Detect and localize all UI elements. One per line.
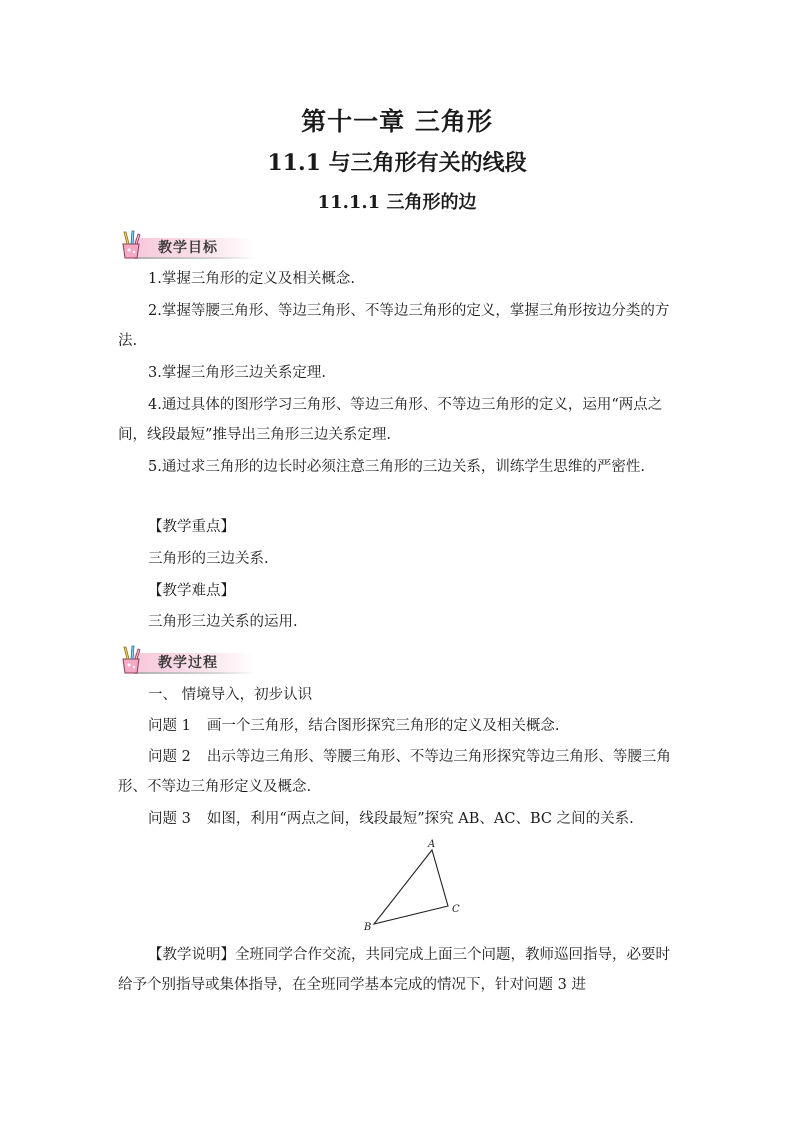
question-3-label: 问题 3 xyxy=(148,811,191,827)
process-section-label: 教学过程 xyxy=(158,655,218,671)
triangle-shape xyxy=(374,850,448,924)
triangle-figure xyxy=(360,836,470,934)
pen-holder-icon xyxy=(118,645,144,675)
difficulty-label: 【教学难点】 xyxy=(148,583,235,599)
goals-section-label: 教学目标 xyxy=(158,240,218,256)
key-point-text: 三角形的三边关系. xyxy=(148,551,269,567)
goal-item: 5.通过求三角形的边长时必须注意三角形的三边关系，训练学生思维的严密性. xyxy=(148,459,645,475)
chapter-title: 第十一章 三角形 xyxy=(301,107,493,136)
section-title: 11.1 与三角形有关的线段 xyxy=(267,150,527,176)
goals-section-header xyxy=(118,230,258,260)
goal-item: 4.通过具体的图形学习三角形、等边三角形、不等边三角形的定义，运用“两点之间，线段最短”推导出三角形三边关系定理. xyxy=(118,397,663,443)
teaching-explanation: 【教学说明】全班同学合作交流，共同完成上面三个问题，教师巡回指导，必要时给予个别指导或集体指导，在全班同学基本完成的情况下，针对问题 3 进 xyxy=(118,947,670,993)
vertex-label-c: C xyxy=(452,904,460,915)
question-1-label: 问题 1 xyxy=(148,718,191,734)
pen-holder-icon xyxy=(118,230,144,260)
question-2 xyxy=(118,742,678,802)
goal-item: 2.掌握等腰三角形、等边三角形、不等边三角形的定义，掌握三角形按边分类的方法. xyxy=(118,303,670,349)
question-1 xyxy=(118,711,678,741)
process-section-header xyxy=(118,645,258,675)
process-step-heading: 一、 情境导入，初步认识 xyxy=(148,687,313,703)
goal-item: 1.掌握三角形的定义及相关概念. xyxy=(148,271,355,287)
question-3 xyxy=(118,804,678,834)
question-2-label: 问题 2 xyxy=(148,749,191,765)
question-2-text: 出示等边三角形、等腰三角形、不等边三角形探究等边三角形、等腰三角形、不等边三角形定义及概念. xyxy=(118,749,671,795)
key-point-label: 【教学重点】 xyxy=(148,519,235,535)
question-1-text: 画一个三角形，结合图形探究三角形的定义及相关概念. xyxy=(206,718,560,734)
subsection-title: 11.1.1 三角形的边 xyxy=(317,192,477,213)
question-3-text: 如图，利用“两点之间，线段最短”探究 AB、AC、BC 之间的关系. xyxy=(206,811,634,827)
vertex-label-b: B xyxy=(364,922,372,933)
goal-item: 3.掌握三角形三边关系定理. xyxy=(148,365,326,381)
vertex-label-a: A xyxy=(428,839,436,850)
difficulty-text: 三角形三边关系的运用. xyxy=(148,614,298,630)
